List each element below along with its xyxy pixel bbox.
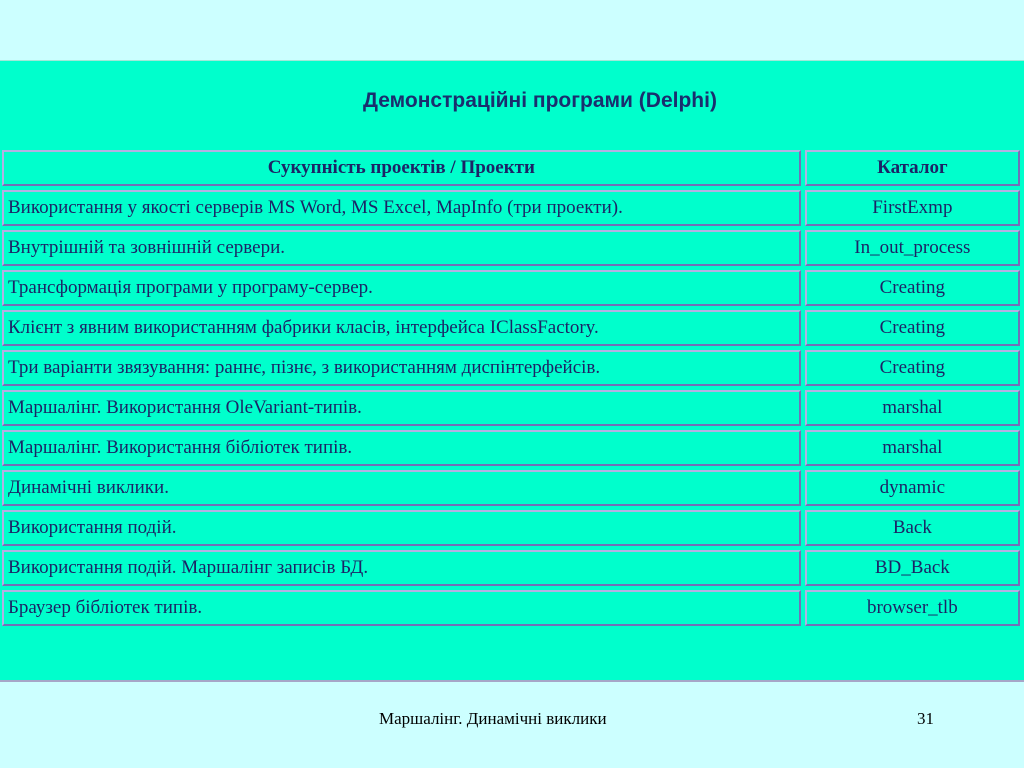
column-header-projects: Сукупність проектів / Проекти (2, 150, 801, 186)
catalog-cell: FirstExmp (805, 190, 1020, 226)
project-cell: Три варіанти звязування: раннє, пізнє, з використанням диспінтерфейсів. (2, 350, 801, 386)
catalog-cell: Back (805, 510, 1020, 546)
slide-footer: Маршалінг. Динамічні виклики (379, 709, 607, 728)
catalog-cell: dynamic (805, 470, 1020, 506)
page-number: 31 (917, 709, 934, 728)
project-cell: Використання подій. Маршалінг записів БД. (2, 550, 801, 586)
catalog-cell: Creating (805, 350, 1020, 386)
projects-table (0, 146, 1024, 630)
catalog-cell: Creating (805, 270, 1020, 306)
content-panel (0, 60, 1024, 682)
table-row (2, 590, 1020, 626)
project-cell: Маршалінг. Використання OleVariant-типів. (2, 390, 801, 426)
catalog-cell: In_out_process (805, 230, 1020, 266)
column-header-catalog: Каталог (805, 150, 1020, 186)
project-cell: Маршалінг. Використання бібліотек типів. (2, 430, 801, 466)
table-header-row (2, 150, 1020, 186)
table-row (2, 230, 1020, 266)
catalog-cell: Creating (805, 310, 1020, 346)
table-row (2, 550, 1020, 586)
table-row (2, 270, 1020, 306)
table-row (2, 430, 1020, 466)
catalog-cell: marshal (805, 390, 1020, 426)
catalog-cell: marshal (805, 430, 1020, 466)
project-cell: Трансформація програми у програму-сервер. (2, 270, 801, 306)
project-cell: Внутрішній та зовнішній сервери. (2, 230, 801, 266)
table-row (2, 310, 1020, 346)
table-row (2, 190, 1020, 226)
table-row (2, 350, 1020, 386)
table-row (2, 390, 1020, 426)
catalog-cell: browser_tlb (805, 590, 1020, 626)
project-cell: Клієнт з явним використанням фабрики класів, інтерфейса IClassFactory. (2, 310, 801, 346)
table-row (2, 470, 1020, 506)
catalog-cell: BD_Back (805, 550, 1020, 586)
project-cell: Браузер бібліотек типів. (2, 590, 801, 626)
project-cell: Використання у якості серверів MS Word, MS Excel, MapInfo (три проекти). (2, 190, 801, 226)
project-cell: Динамічні виклики. (2, 470, 801, 506)
page-title: Демонстраційні програми (Delphi) (363, 89, 717, 112)
project-cell: Використання подій. (2, 510, 801, 546)
table-row (2, 510, 1020, 546)
